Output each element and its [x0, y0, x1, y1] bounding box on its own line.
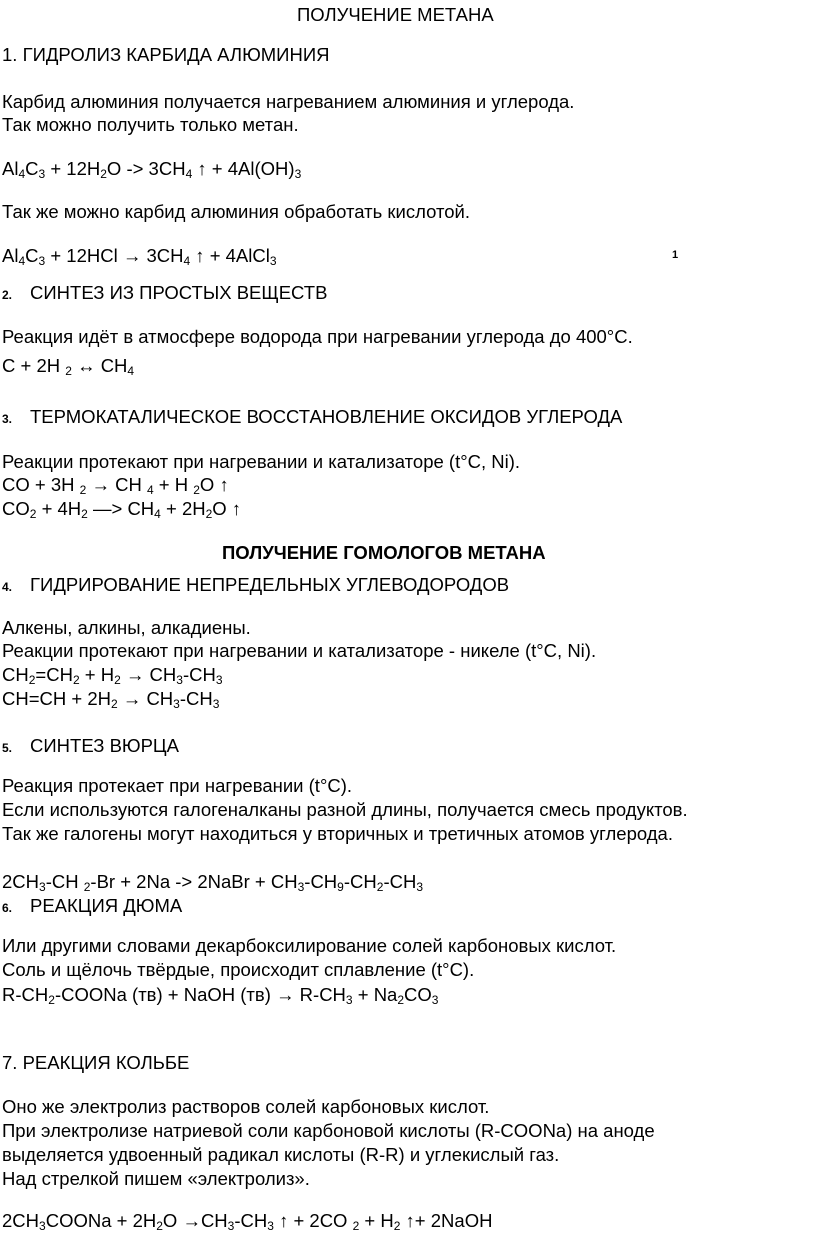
equation: $Al_4C_3 + 12HCl \to 3CH_4$ ↑ + 4AlCl$_3$: [2, 245, 277, 268]
section-1-heading: 1. ГИДРОЛИЗ КАРБИДА АЛЮМИНИЯ: [2, 44, 330, 65]
section-number: 4.: [2, 580, 13, 594]
equation: $CH_2=CH_2 + H_2 \to CH_3-CH_3$: [2, 664, 223, 687]
section-3-heading: 3. ТЕРМОКАТАЛИЧЕСКОЕ ВОССТАНОВЛЕНИЕ ОКСИДОВ УГЛЕРОДА: [2, 406, 622, 430]
section-2-paragraph: Реакция идёт в атмосфере водорода при нагревании углерода до 400°C.: [2, 326, 633, 347]
equation: $2CH_3COONa + 2H_2O \to CH_3-CH_3$ ↑ + 2CO $_2 + H_2$ ↑+ 2NaOH: [2, 1210, 493, 1233]
section-1-paragraph: Так можно получить только метан.: [2, 114, 299, 135]
subtitle: ПОЛУЧЕНИЕ ГОМОЛОГОВ МЕТАНА: [222, 542, 546, 563]
section-4-heading: 4. ГИДРИРОВАНИЕ НЕПРЕДЕЛЬНЫХ УГЛЕВОДОРОДОВ: [2, 574, 509, 598]
section-1-paragraph: Так же можно карбид алюминия обработать кислотой.: [2, 201, 471, 222]
equation: $Al_4C_3 + 12H_2O -> 3CH_4$ ↑ + $4Al(OH)_3$: [2, 158, 302, 181]
section-2-heading: 2. СИНТЕЗ ИЗ ПРОСТЫХ ВЕЩЕСТВ: [2, 282, 327, 306]
section-7-paragraph: Оно же электролиз растворов солей карбоновых кислот.: [2, 1096, 490, 1117]
equation: $CH=CH + 2H_2 \to CH_3-CH_3$: [2, 688, 220, 711]
section-4-paragraph: Алкены, алкины, алкадиены.: [2, 617, 251, 638]
equation: $R-CH_2$-COONa (тв) + NaOH $(тв) \to R-CH_3 + Na_2CO_3$: [2, 984, 439, 1007]
equation: $CO_2 + 4H_2$ —> $CH_4 + 2H_2O$ ↑: [2, 498, 242, 521]
section-number: 3.: [2, 412, 13, 426]
section-number: 5.: [2, 741, 13, 755]
section-5-heading: 5. СИНТЕЗ ВЮРЦА: [2, 735, 179, 759]
section-5-paragraph: Если используются галогеналканы разной длины, получается смесь продуктов.: [2, 799, 688, 820]
section-6-paragraph: Соль и щёлочь твёрдые, происходит сплавление (t°C).: [2, 959, 475, 980]
equation: CO + 3H $_2$ → CH $_4$ + H $_2$O ↑: [2, 474, 229, 497]
footnote-marker: 1: [672, 249, 679, 261]
equation: C + 2H $_2$ ↔ $CH_4$: [2, 355, 135, 378]
page-title: ПОЛУЧЕНИЕ МЕТАНА: [297, 4, 494, 25]
section-5-paragraph: Так же галогены могут находиться у вторичных и третичных атомов углерода.: [2, 823, 673, 844]
section-number: 2.: [2, 288, 13, 302]
section-6-paragraph: Или другими словами декарбоксилирование солей карбоновых кислот.: [2, 935, 617, 956]
section-4-paragraph: Реакции протекают при нагревании и катализаторе - никеле (t°C, Ni).: [2, 640, 597, 661]
section-number: 6.: [2, 901, 13, 915]
section-5-paragraph: Реакция протекает при нагревании (t°C).: [2, 775, 353, 796]
section-7-heading: 7. РЕАКЦИЯ КОЛЬБЕ: [2, 1052, 190, 1073]
section-3-paragraph: Реакции протекают при нагревании и катализаторе (t°C, Ni).: [2, 451, 521, 472]
section-6-heading: 6. РЕАКЦИЯ ДЮМА: [2, 895, 182, 919]
equation: $2CH_3-CH$ $_2$-Br + 2Na -> 2NaBr + $CH_3-CH_9-CH_2-CH_3$: [2, 871, 424, 894]
section-7-paragraph: При электролизе натриевой соли карбоновой кислоты (R-COONa) на аноде: [2, 1120, 655, 1141]
section-7-paragraph: выделяется удвоенный радикал кислоты (R-R) и углекислый газ.: [2, 1144, 560, 1165]
section-1-paragraph: Карбид алюминия получается нагреванием алюминия и углерода.: [2, 91, 575, 112]
section-7-paragraph: Над стрелкой пишем «электролиз».: [2, 1168, 310, 1189]
